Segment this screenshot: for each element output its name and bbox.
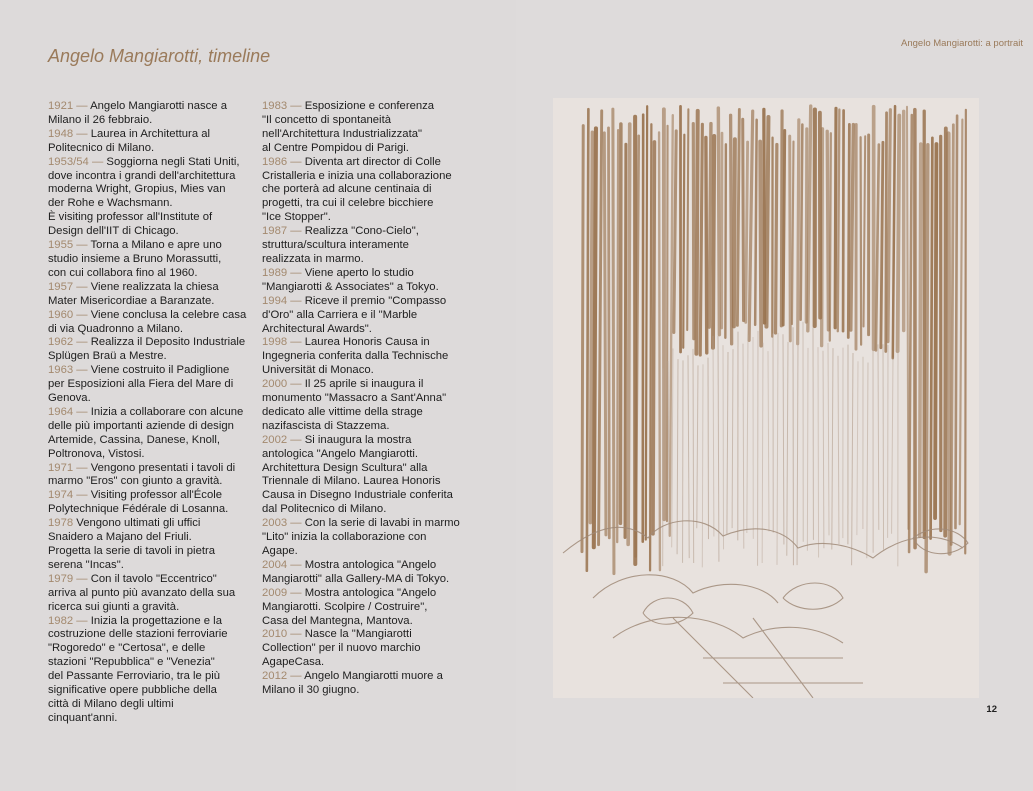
- sketch-stroke: [746, 142, 748, 322]
- timeline-year: 1979 —: [48, 572, 88, 585]
- sketch-stroke: [843, 111, 844, 332]
- sculpture-stroke: [807, 348, 808, 551]
- architectural-sketch-image: [553, 98, 979, 698]
- timeline-year: 1962 —: [48, 336, 88, 349]
- sketch-stroke: [898, 116, 900, 352]
- timeline-year: 2000 —: [262, 378, 302, 391]
- timeline-year: 1957 —: [48, 280, 88, 293]
- sketch-stroke: [687, 109, 688, 330]
- timeline-year: 2003 —: [262, 517, 302, 530]
- timeline-column-1: [48, 100, 260, 726]
- sketch-stroke: [760, 141, 761, 345]
- sculpture-stroke: [883, 344, 884, 550]
- timeline-text: Vengono ultimati gli uffici Snaidero a Majano del Friuli. Progetta la serie di tavoli in pietra serena "Incas".: [48, 517, 216, 571]
- sketch-stroke: [725, 144, 726, 337]
- sketch-stroke: [743, 119, 744, 320]
- sketch-stroke: [650, 124, 651, 570]
- timeline-column-2: [262, 100, 474, 698]
- sketch-stroke: [609, 128, 610, 538]
- timeline-text: Angelo Mangiarotti muore a Milano il 30 giugno.: [262, 670, 443, 697]
- timeline-entry: [48, 309, 260, 337]
- timeline-entry: [262, 100, 474, 156]
- sketch-stroke: [776, 144, 777, 333]
- sketch-stroke: [781, 111, 782, 326]
- timeline-year: 2009 —: [262, 586, 302, 599]
- timeline-text: Mostra antologica "Angelo Mangiarotti. Scolpire / Costruire", Casa del Mantegna, Mantova.: [262, 586, 437, 627]
- sketch-stroke: [594, 128, 596, 547]
- timeline-entry: [48, 517, 260, 573]
- sculpture-stroke: [818, 347, 819, 557]
- timeline-text: Viene realizzata la chiesa Mater Misericordiae a Baranzate.: [48, 280, 219, 307]
- timeline-year: 1986 —: [262, 155, 302, 168]
- sketch-stroke: [737, 109, 739, 325]
- page-number: 12: [986, 704, 997, 715]
- sketch-stroke: [718, 108, 719, 335]
- timeline-year: 1978: [48, 517, 74, 530]
- timeline-year: 1921 —: [48, 100, 88, 112]
- sketch-stroke: [625, 144, 626, 537]
- timeline-year: 1994 —: [262, 294, 302, 307]
- timeline-text: Visiting professor all'École Polytechnique Fédérale di Losanna.: [48, 489, 229, 516]
- timeline-text: Angelo Mangiarotti nasce a Milano il 26 febbraio.: [48, 100, 227, 126]
- timeline-year: 2010 —: [262, 628, 302, 641]
- timeline-entry: [48, 281, 260, 309]
- timeline-entry: [262, 670, 474, 698]
- sketch-stroke: [955, 116, 957, 528]
- sketch-stroke: [582, 126, 583, 552]
- timeline-entry: [48, 364, 260, 406]
- sketch-stroke: [604, 133, 606, 535]
- timeline-year: 1960 —: [48, 308, 88, 321]
- sketch-stroke: [709, 124, 711, 328]
- timeline-text: Si inaugura la mostra antologica "Angelo Mangiarotti. Architettura Design Scultura" alla Triennale di Milano. Laurea Honoris Causa in Disegno Industriale conferita dal Politecnico di Milano.: [262, 433, 453, 516]
- timeline-year: 2004 —: [262, 558, 302, 571]
- sketch-stroke: [659, 132, 660, 570]
- sketch-stroke: [590, 132, 592, 522]
- timeline-year: 1982 —: [48, 614, 88, 627]
- timeline-year: 1953/54 —: [48, 155, 104, 168]
- sculpture-stroke: [702, 364, 703, 567]
- timeline-text: Con la serie di lavabi in marmo "Lito" inizia la collaborazione con Agape.: [262, 517, 460, 557]
- timeline-year: 1989 —: [262, 266, 302, 279]
- timeline-entry: [262, 225, 474, 267]
- sketch-stroke: [764, 109, 765, 323]
- sketch-stroke: [907, 107, 908, 529]
- timeline-entry: [48, 239, 260, 281]
- sketch-stroke: [766, 117, 768, 327]
- sketch-stroke: [700, 124, 702, 355]
- timeline-entry: [262, 378, 474, 434]
- sketch-stroke: [646, 106, 647, 539]
- sketch-stroke: [798, 120, 799, 344]
- timeline-entry: [48, 100, 260, 128]
- timeline-entry: [262, 156, 474, 226]
- sketch-stroke: [587, 109, 589, 571]
- sketch-stroke: [790, 136, 791, 341]
- sketch-stroke: [683, 135, 684, 348]
- timeline-entry: [262, 295, 474, 337]
- timeline-text: Torna a Milano e apre uno studio insieme a Bruno Morassutti, con cui collabora fino al 1960.: [48, 239, 222, 279]
- timeline-year: 1998 —: [262, 336, 302, 349]
- timeline-text: Realizza il Deposito Industriale Splügen Braü a Mestre.: [48, 336, 246, 363]
- timeline-text: Viene aperto lo studio "Mangiarotti & Associates" a Tokyo.: [262, 266, 439, 293]
- sketch-stroke: [617, 130, 618, 542]
- timeline-text: Realizza "Cono-Cielo", struttura/scultura interamente realizzata in marmo.: [262, 225, 419, 265]
- sketch-stroke: [848, 124, 849, 337]
- timeline-text: Inizia a collaborare con alcune delle più importanti aziende di design Artemide, Cassina, Danese, Knoll, Poltronova, Vistosi.: [48, 405, 244, 460]
- sketch-stroke: [783, 130, 785, 325]
- timeline-entry: [48, 462, 260, 490]
- sketch-stroke: [838, 110, 840, 332]
- running-head: Angelo Mangiarotti: a portrait: [901, 38, 1023, 49]
- sketch-stroke: [613, 109, 614, 573]
- timeline-text: Con il tavolo "Eccentrico" arriva al punto più avanzato della sua ricerca sui giunti a gravità.: [48, 572, 236, 613]
- timeline-year: 2012 —: [262, 670, 302, 683]
- timeline-entry: [262, 267, 474, 295]
- sketch-stroke: [628, 124, 630, 544]
- sketch-stroke: [931, 138, 933, 539]
- sketch-stroke: [801, 125, 803, 320]
- timeline-year: 1948 —: [48, 127, 88, 140]
- timeline-entry: [262, 517, 474, 559]
- timeline-year: 1983 —: [262, 100, 302, 112]
- timeline-text: Viene costruito il Padiglione per Esposizioni alla Fiera del Mare di Genova.: [48, 364, 234, 405]
- sketch-stroke: [920, 144, 921, 536]
- sketch-stroke: [935, 144, 936, 518]
- timeline-text: Inizia la progettazione e la costruzione delle stazioni ferroviarie "Rogoredo" e "Certosa", e delle stazioni "Repubblica" e "Venezia" del Passante Ferroviario, tra le più significative opere pubbliche della città di Milano degli ultimi cinquant'anni.: [48, 614, 228, 724]
- sketch-stroke: [693, 124, 694, 339]
- sculpture-stroke: [693, 349, 694, 563]
- sketch-stroke: [706, 137, 707, 352]
- timeline-text: Diventa art director di Colle Cristalleria e inizia una collaborazione che porterà ad alcune centinaia di progetti, tra cui il celebre bicchiere "Ice Stopper".: [262, 155, 452, 224]
- sketch-stroke: [713, 136, 714, 348]
- timeline-year: 1971 —: [48, 461, 88, 474]
- timeline-entry: [262, 628, 474, 670]
- sketch-stroke: [653, 142, 654, 534]
- timeline-entry: [262, 559, 474, 587]
- sketch-stroke: [948, 133, 949, 553]
- page-title: Angelo Mangiarotti, timeline: [48, 46, 271, 66]
- sketch-stroke: [755, 120, 756, 325]
- timeline-entry: [48, 489, 260, 517]
- sketch-stroke: [696, 111, 697, 354]
- timeline-year: 2002 —: [262, 433, 302, 446]
- timeline-text: Il 25 aprile si inaugura il monumento "Massacro a Sant'Anna" dedicato alle vittime della strage nazifascista di Stazzema.: [262, 378, 447, 432]
- sketch-stroke: [886, 113, 887, 352]
- left-page: [0, 0, 516, 791]
- timeline-entry: [48, 615, 260, 726]
- sketch-drawing: [553, 98, 979, 698]
- timeline-entry: [48, 406, 260, 462]
- sketch-stroke: [926, 145, 928, 572]
- timeline-year: 1964 —: [48, 405, 88, 418]
- timeline-year: 1974 —: [48, 489, 88, 502]
- timeline-entry: [48, 128, 260, 156]
- timeline-entry: [262, 434, 474, 517]
- timeline-text: Mostra antologica "Angelo Mangiarotti" alla Gallery-MA di Tokyo.: [262, 558, 450, 585]
- timeline-text: Esposizione e conferenza "Il concetto di spontaneità nell'Architettura Industrializzata" al Centre Pompidou di Parigi.: [262, 100, 435, 154]
- timeline-year: 1955 —: [48, 239, 88, 252]
- timeline-text: Laurea Honoris Causa in Ingegneria conferita dalla Technische Universität di Monaco.: [262, 336, 449, 377]
- sketch-stroke: [965, 110, 966, 554]
- timeline-entry: [262, 336, 474, 378]
- sketch-stroke: [830, 133, 831, 340]
- timeline-entry: [48, 156, 260, 239]
- timeline-text: Laurea in Architettura al Politecnico di Milano.: [48, 127, 211, 154]
- sketch-stroke: [827, 131, 828, 330]
- sketch-stroke: [835, 108, 836, 327]
- sketch-stroke: [734, 139, 735, 326]
- sketch-stroke: [822, 129, 823, 346]
- timeline-text: Riceve il premio "Compasso d'Oro" alla Carriera e il "Marble Architectural Awards".: [262, 294, 447, 335]
- sculpture-stroke: [723, 345, 724, 549]
- timeline-text: Viene conclusa la celebre casa di via Quadronno a Milano.: [48, 308, 247, 335]
- sketch-stroke: [731, 115, 732, 344]
- sketch-stroke: [667, 126, 668, 521]
- timeline-text: Vengono presentati i tavoli di marmo "Eros" con giunto a gravità.: [48, 461, 236, 488]
- sketch-stroke: [861, 137, 862, 344]
- timeline-text: Nasce la "Mangiarotti Collection" per il nuovo marchio AgapeCasa.: [262, 628, 421, 669]
- sketch-stroke: [945, 128, 946, 535]
- timeline-entry: [262, 587, 474, 629]
- timeline-entry: [48, 336, 260, 364]
- timeline-text: Soggiorna negli Stati Uniti, dove incontra i grandi dell'architettura moderna Wright, Gropius, Mies van der Rohe e Wachsmann. È visiting professor all'Institute of Design dell'IIT di Chicago.: [48, 155, 240, 238]
- timeline-year: 1963 —: [48, 364, 88, 377]
- timeline-year: 1987 —: [262, 225, 302, 238]
- timeline-entry: [48, 573, 260, 615]
